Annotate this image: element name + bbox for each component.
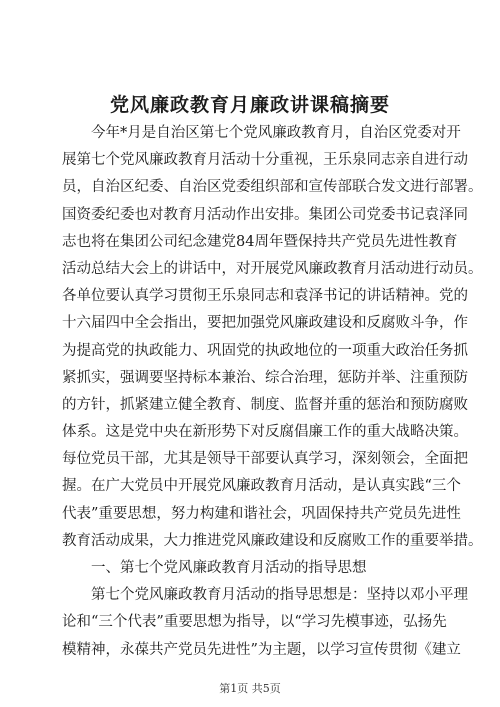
paragraph-line: 紧抓实，强调要坚持标本兼治、综合治理，惩防并举、注重预防 <box>62 369 468 386</box>
paragraph-line: 志也将在集团公司纪念建党84周年暨保持共产党员先进性教育 <box>62 233 458 250</box>
document-title: 党风廉政教育月廉政讲课稿摘要 <box>109 94 390 116</box>
paragraph-line: 模精神，永葆共产党员先进性”为主题，以学习宣传贯彻《建立 <box>62 641 461 658</box>
paragraph-line: 体系。这是党中央在新形势下对反腐倡廉工作的重大战略决策。 <box>62 424 468 441</box>
page-footer: 第1页 共5页 <box>219 682 281 695</box>
paragraph-line: 员，自治区纪委、自治区党委组织部和宣传部联合发文进行部署。 <box>62 179 483 196</box>
paragraph-line: 今年*月是自治区第七个党风廉政教育月，自治区党委对开 <box>91 125 461 141</box>
paragraph-line: 的方针，抓紧建立健全教育、制度、监督并重的惩治和预防腐败 <box>62 396 468 413</box>
paragraph-line: 握。在广大党员中开展党风廉政教育月活动，是认真实践“三个 <box>62 478 461 495</box>
paragraph-line: 展第七个党风廉政教育月活动十分重视，王乐泉同志亲自进行动 <box>62 152 468 169</box>
paragraph-line: 论和“三个代表”重要思想为指导，以“学习先模事迹，弘扬先 <box>62 614 447 631</box>
paragraph-line: 各单位要认真学习贯彻王乐泉同志和袁泽书记的讲话精神。党的 <box>62 288 468 305</box>
paragraph-line: 第七个党风廉政教育月活动的指导思想是：坚持以邓小平理 <box>91 587 468 604</box>
paragraph-line: 每位党员干部，尤其是领导干部要认真学习，深刻领会，全面把 <box>62 451 468 468</box>
document-body <box>62 120 483 664</box>
paragraph-line: 为提高党的执政能力、巩固党的执政地位的一项重大政治任务抓 <box>62 342 468 359</box>
paragraph-line: 十六届四中全会指出，要把加强党风廉政建设和反腐败斗争，作 <box>62 315 468 332</box>
section-heading: 一、第七个党风廉政教育月活动的指导思想 <box>91 560 367 576</box>
paragraph-line: 国资委纪委也对教育月活动作出安排。集团公司党委书记袁泽同 <box>62 206 468 223</box>
paragraph-line: 教育活动成果，大力推进党风廉政建设和反腐败工作的重要举措。 <box>62 532 483 549</box>
paragraph-line: 活动总结大会上的讲话中，对开展党风廉政教育月活动进行动员。 <box>62 260 483 277</box>
paragraph-line: 代表”重要思想，努力构建和谐社会，巩固保持共产党员先进性 <box>62 505 461 522</box>
